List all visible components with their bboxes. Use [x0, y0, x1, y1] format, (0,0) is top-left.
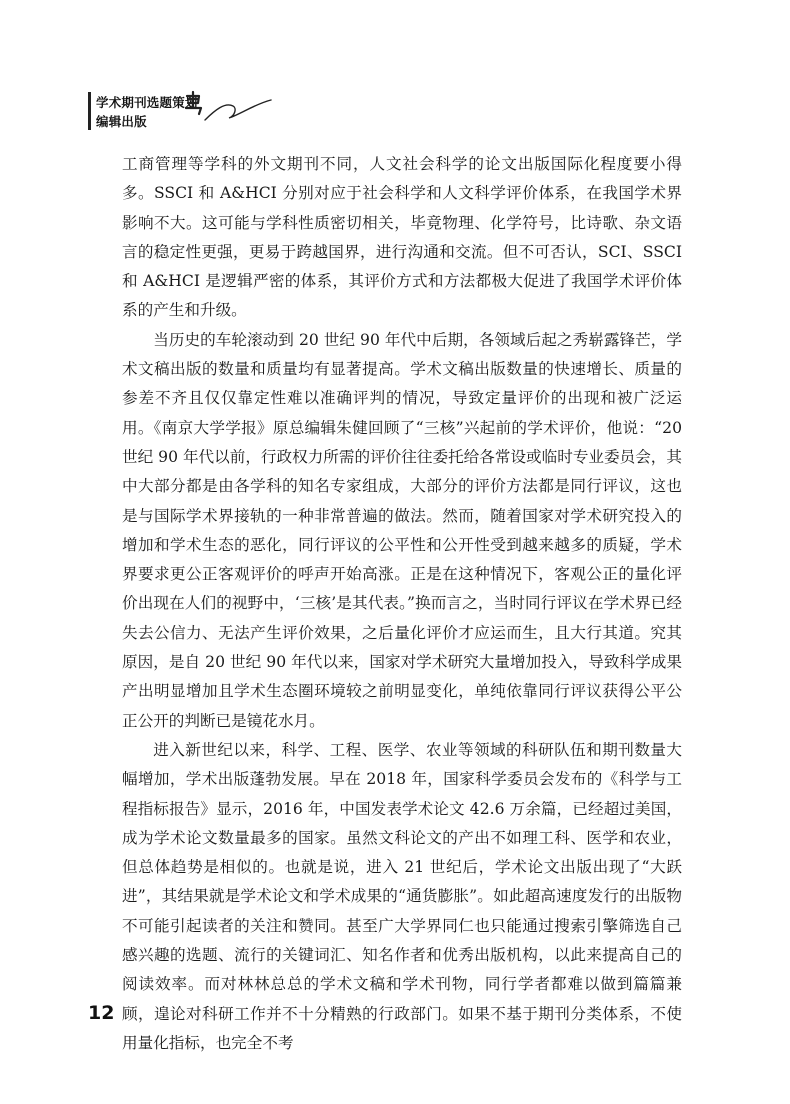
header-title-line2: 编辑出版	[96, 114, 147, 129]
header-vertical-rule	[88, 92, 91, 130]
calligraphy-yu-icon	[185, 90, 275, 126]
body-text	[122, 150, 682, 1058]
running-header	[88, 92, 288, 132]
paragraph: 进入新世纪以来，科学、工程、医学、农业等领域的科研队伍和期刊数量大幅增加，学术出版蓬勃发展。早在 2018 年，国家科学委员会发布的《科学与工程指标报告》显示，2016 年，中国发表学术论文 42.6 万余篇，已经超过美国，成为学术论文数量最多的国家。虽然文科论文的产出不如理工科、医学和农业，但总体趋势是相似的。也就是说，进入 21 世纪后，学术论文出版出现了“大跃进”，其结果就是学术论文和学术成果的“通货膨胀”。如此超高速度发行的出版物不可能引起读者的关注和赞同。甚至广大学界同仁也只能通过搜索引擎筛选自己感兴趣的选题、流行的关键词汇、知名作者和优秀出版机构，以此来提高自己的阅读效率。而对林林总总的学术文稿和学术刊物，同行学者都难以做到篇篇兼顾，遑论对科研工作并不十分精熟的行政部门。如果不基于期刊分类体系，不使用量化指标，也完全不考	[122, 740, 682, 1052]
header-title-line1: 学术期刊选题策划	[96, 95, 198, 110]
paragraph: 当历史的车轮滚动到 20 世纪 90 年代中后期，各领域后起之秀崭露锋芒，学术文稿出版的数量和质量均有显著提高。学术文稿出版数量的快速增长、质量的参差不齐且仅仅靠定性难以准确评判的情况，导致定量评价的出现和被广泛运用。《南京大学学报》原总编辑朱健回顾了“三核”兴起前的学术评价，他说：“20 世纪 90 年代以前，行政权力所需的评价往往委托给各常设或临时专业委员会，其中大部分都是由各学科的知名专家组成，大部分的评价方法都是同行评议，这也是与国际学术界接轨的一种非常普遍的做法。然而，随着国家对学术研究投入的增加和学术生态的恶化，同行评议的公平性和公开性受到越来越多的质疑，学术界要求更公正客观评价的呼声开始高涨。正是在这种情况下，客观公正的量化评价出现在人们的视野中，‘三核’是其代表。”换而言之，当时同行评议在学术界已经失去公信力、无法产生评价效果，之后量化评价才应运而生，且大行其道。究其原因，是自 20 世纪 90 年代以来，国家对学术研究大量增加投入，导致科学成果产出明显增加且学术生态圈环境较之前明显变化，单纯依靠同行评议获得公平公正公开的判断已是镜花水月。	[122, 330, 682, 730]
page-number: 12	[88, 1002, 115, 1024]
paragraph: 工商管理等学科的外文期刊不同，人文社会科学的论文出版国际化程度要小得多。SSCI 和 A&HCI 分别对应于社会科学和人文科学评价体系，在我国学术界影响不大。这可能与学科性质密切相关，毕竟物理、化学符号，比诗歌、杂文语言的稳定性更强，更易于跨越国界，进行沟通和交流。但不可否认，SCI、SSCI 和 A&HCI 是逻辑严密的体系，其评价方式和方法都极大促进了我国学术评价体系的产生和升级。	[122, 155, 682, 320]
